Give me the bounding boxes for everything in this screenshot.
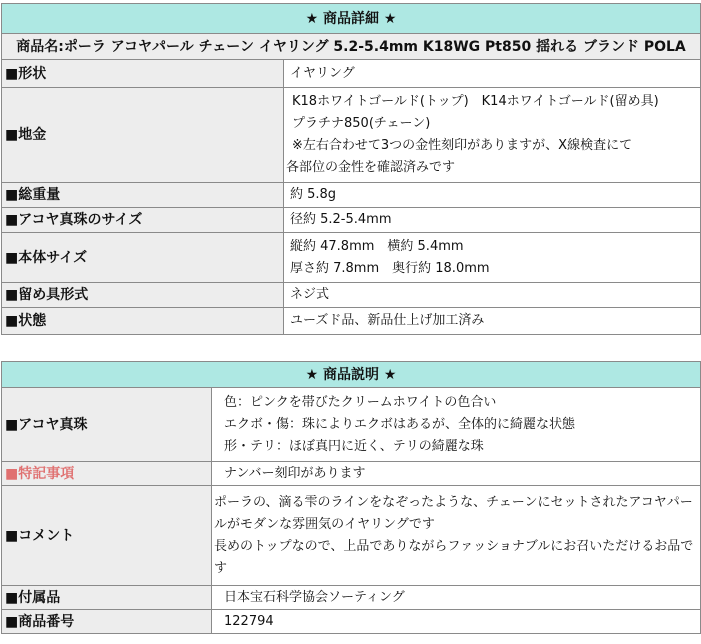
value-shape: イヤリング — [284, 60, 701, 88]
description-header: ★ 商品説明 ★ — [2, 362, 701, 388]
label-comment: ■コメント — [2, 486, 212, 586]
details-header: ★ 商品詳細 ★ — [2, 4, 701, 34]
label-body-size: ■本体サイズ — [2, 233, 284, 283]
product-description-table — [1, 361, 701, 634]
value-accessories: 日本宝石科学協会ソーティング — [212, 586, 701, 610]
value-special-notes: ナンバー刻印があります — [212, 462, 701, 486]
product-details-table — [1, 3, 701, 335]
label-accessories: ■付属品 — [2, 586, 212, 610]
value-metal: K18ホワイトゴールド(トップ) K14ホワイトゴールド(留め具) プラチナ850(チェーン) ※左右合わせて3つの金性刻印がありますが、X線検査にて 各部位の金性を確認済みです — [284, 88, 701, 183]
product-name: 商品名:ポーラ アコヤパール チェーン イヤリング 5.2-5.4mm K18WG Pt850 揺れる ブランド POLA — [2, 34, 701, 60]
value-total-weight: 約 5.8g — [284, 183, 701, 208]
label-shape: ■形状 — [2, 60, 284, 88]
label-metal: ■地金 — [2, 88, 284, 183]
label-pearl-size: ■アコヤ真珠のサイズ — [2, 208, 284, 233]
value-body-size: 縦約 47.8mm 横約 5.4mm 厚さ約 7.8mm 奥行約 18.0mm — [284, 233, 701, 283]
value-product-number: 122794 — [212, 610, 701, 634]
label-clasp-type: ■留め具形式 — [2, 283, 284, 308]
value-clasp-type: ネジ式 — [284, 283, 701, 308]
value-comment: ポーラの、滴る雫のラインをなぞったような、チェーンにセットされたアコヤパールがモダンな雰囲気のイヤリングです 長めのトップなので、上品でありながらファッショナブルにお召いただけるお品です — [212, 486, 701, 586]
value-pearl-size: 径約 5.2-5.4mm — [284, 208, 701, 233]
label-total-weight: ■総重量 — [2, 183, 284, 208]
label-special-notes: ■特記事項 — [2, 462, 212, 486]
label-akoya-pearl: ■アコヤ真珠 — [2, 388, 212, 462]
value-condition: ユーズド品、新品仕上げ加工済み — [284, 308, 701, 335]
label-condition: ■状態 — [2, 308, 284, 335]
label-product-number: ■商品番号 — [2, 610, 212, 634]
value-akoya-pearl: 色：ピンクを帯びたクリームホワイトの色合い エクボ・傷：珠によりエクボはあるが、全体的に綺麗な状態 形・テリ：ほぼ真円に近く、テリの綺麗な珠 — [212, 388, 701, 462]
